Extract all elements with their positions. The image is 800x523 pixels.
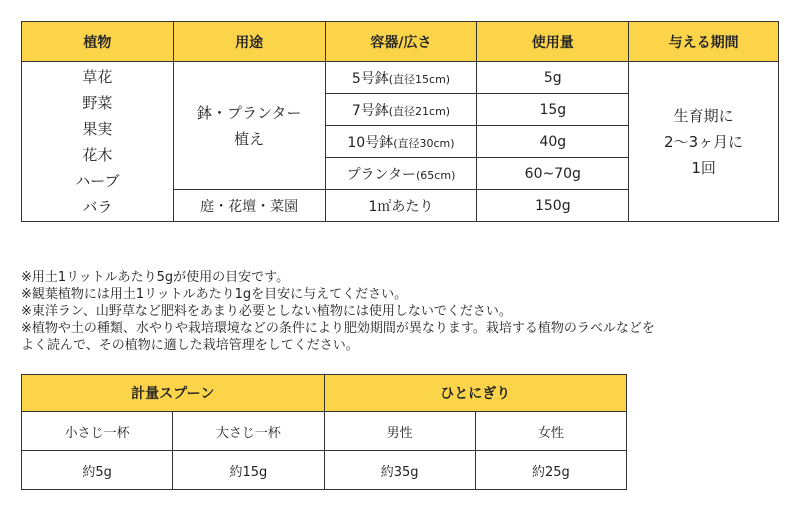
amount-cell: 40g bbox=[477, 126, 629, 158]
header-period: 与える期間 bbox=[629, 22, 779, 62]
note-line: ※東洋ラン、山野草など肥料をあまり必要としない植物には使用しないでください。 bbox=[21, 304, 512, 319]
amount-cell: 15g bbox=[477, 94, 629, 126]
header-use: 用途 bbox=[173, 22, 325, 62]
notes-block bbox=[21, 269, 781, 354]
subheader-female: 女性 bbox=[475, 412, 626, 451]
container-cell: 7号鉢(直径21cm) bbox=[325, 94, 477, 126]
amount-cell: 60~70g bbox=[477, 158, 629, 190]
value-tablespoon: 約15g bbox=[173, 451, 324, 490]
subheader-tablespoon: 大さじ一杯 bbox=[173, 412, 324, 451]
container-cell: 1㎡あたり bbox=[325, 190, 477, 222]
period-cell: 生育期に 2～3ヶ月に 1回 bbox=[629, 62, 779, 222]
plant-item: 果実 bbox=[82, 119, 113, 138]
note-line: ※植物や土の種類、水やりや栽培環境などの条件により肥効期間が異なります。栽培する植物のラベルなどを bbox=[21, 321, 655, 336]
amount-cell: 150g bbox=[477, 190, 629, 222]
plant-item: 花木 bbox=[82, 145, 113, 164]
header-amount: 使用量 bbox=[477, 22, 629, 62]
note-line: ※観葉植物には用土1リットルあたり1gを目安に与えてください。 bbox=[21, 287, 408, 302]
plant-item: 野菜 bbox=[82, 93, 113, 112]
subheader-male: 男性 bbox=[324, 412, 475, 451]
measure-subheader-row bbox=[22, 412, 627, 451]
table-row bbox=[22, 62, 779, 94]
use-garden-cell: 庭・花壇・菜園 bbox=[173, 190, 325, 222]
amount-cell: 5g bbox=[477, 62, 629, 94]
fertilizer-usage-table bbox=[21, 21, 779, 222]
note-line: よく読んで、その植物に適した栽培管理をしてください。 bbox=[21, 338, 359, 353]
plant-item: 草花 bbox=[82, 67, 113, 86]
plant-item: バラ bbox=[82, 197, 113, 216]
container-cell: 5号鉢(直径15cm) bbox=[325, 62, 477, 94]
plant-item: ハーブ bbox=[75, 171, 120, 190]
header-handful: ひとにぎり bbox=[324, 375, 627, 412]
value-teaspoon: 約5g bbox=[22, 451, 173, 490]
plant-list-cell bbox=[22, 62, 174, 222]
measure-table bbox=[21, 374, 627, 490]
header-plant: 植物 bbox=[22, 22, 174, 62]
container-cell: 10号鉢(直径30cm) bbox=[325, 126, 477, 158]
value-male: 約35g bbox=[324, 451, 475, 490]
subheader-teaspoon: 小さじ一杯 bbox=[22, 412, 173, 451]
header-container: 容器/広さ bbox=[325, 22, 477, 62]
note-line: ※用土1リットルあたり5gが使用の目安です。 bbox=[21, 270, 290, 285]
measure-value-row bbox=[22, 451, 627, 490]
value-female: 約25g bbox=[475, 451, 626, 490]
header-measuring-spoon: 計量スプーン bbox=[22, 375, 325, 412]
container-cell: プランター(65cm) bbox=[325, 158, 477, 190]
use-pot-cell: 鉢・プランター 植え bbox=[173, 62, 325, 190]
table-header-row bbox=[22, 22, 779, 62]
measure-group-header-row bbox=[22, 375, 627, 412]
